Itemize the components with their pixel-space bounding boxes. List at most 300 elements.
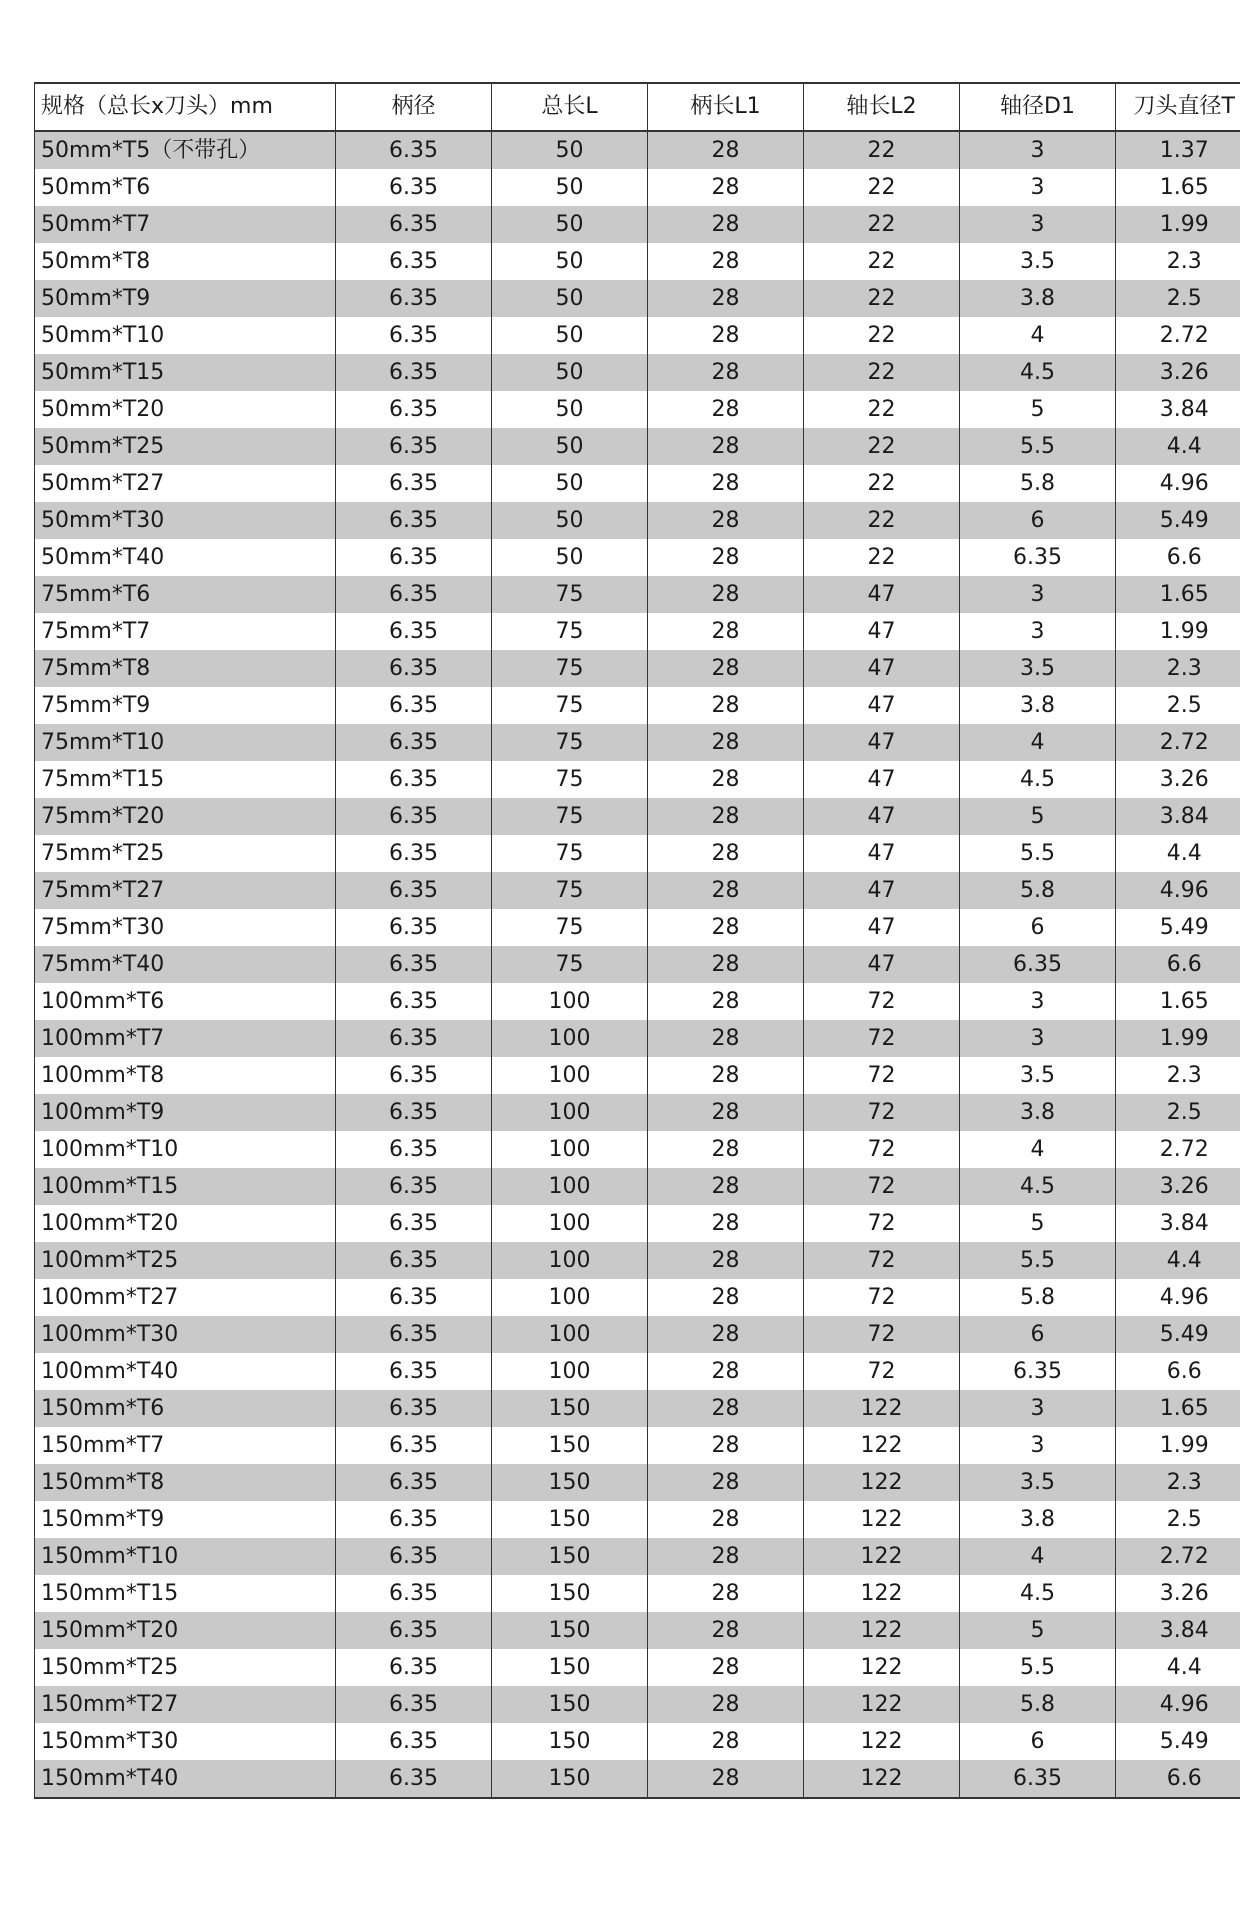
cell-total-length: 50 (492, 428, 648, 465)
cell-shaft-length: 72 (804, 1131, 960, 1168)
cell-shaft-length: 72 (804, 1020, 960, 1057)
cell-spec: 100mm*T7 (35, 1020, 336, 1057)
cell-shank-diameter: 6.35 (336, 1390, 492, 1427)
cell-spec: 75mm*T27 (35, 872, 336, 909)
cell-tip-diameter: 1.65 (1116, 169, 1240, 206)
cell-shaft-diameter: 4 (960, 1538, 1116, 1575)
cell-shank-diameter: 6.35 (336, 613, 492, 650)
cell-shaft-length: 72 (804, 1168, 960, 1205)
cell-shaft-length: 22 (804, 391, 960, 428)
cell-shank-length: 28 (648, 428, 804, 465)
cell-spec: 100mm*T30 (35, 1316, 336, 1353)
cell-shaft-diameter: 3.5 (960, 650, 1116, 687)
cell-tip-diameter: 1.99 (1116, 1020, 1240, 1057)
table-row (35, 1390, 1240, 1427)
cell-spec: 150mm*T30 (35, 1723, 336, 1760)
cell-total-length: 50 (492, 354, 648, 391)
cell-shank-length: 28 (648, 1464, 804, 1501)
cell-shaft-length: 122 (804, 1501, 960, 1538)
cell-tip-diameter: 3.26 (1116, 354, 1240, 391)
cell-shaft-length: 22 (804, 169, 960, 206)
cell-spec: 150mm*T25 (35, 1649, 336, 1686)
cell-shank-length: 28 (648, 1131, 804, 1168)
cell-shaft-diameter: 6.35 (960, 1760, 1116, 1798)
cell-tip-diameter: 3.26 (1116, 1575, 1240, 1612)
cell-shank-diameter: 6.35 (336, 1131, 492, 1168)
table-row (35, 1131, 1240, 1168)
table-row (35, 206, 1240, 243)
cell-shaft-diameter: 3 (960, 1020, 1116, 1057)
cell-spec: 50mm*T20 (35, 391, 336, 428)
cell-total-length: 150 (492, 1575, 648, 1612)
cell-spec: 75mm*T40 (35, 946, 336, 983)
table-row (35, 539, 1240, 576)
cell-total-length: 100 (492, 1316, 648, 1353)
spec-table-container (34, 82, 1240, 1799)
cell-spec: 100mm*T6 (35, 983, 336, 1020)
cell-tip-diameter: 2.3 (1116, 1464, 1240, 1501)
cell-total-length: 75 (492, 576, 648, 613)
cell-spec: 100mm*T8 (35, 1057, 336, 1094)
cell-shank-length: 28 (648, 539, 804, 576)
cell-shank-diameter: 6.35 (336, 354, 492, 391)
cell-spec: 150mm*T6 (35, 1390, 336, 1427)
cell-shaft-diameter: 3 (960, 983, 1116, 1020)
cell-shaft-diameter: 4.5 (960, 1168, 1116, 1205)
cell-shank-diameter: 6.35 (336, 243, 492, 280)
table-row (35, 317, 1240, 354)
cell-tip-diameter: 2.3 (1116, 650, 1240, 687)
cell-spec: 150mm*T8 (35, 1464, 336, 1501)
cell-spec: 50mm*T10 (35, 317, 336, 354)
cell-spec: 50mm*T8 (35, 243, 336, 280)
table-row (35, 391, 1240, 428)
cell-shank-diameter: 6.35 (336, 1760, 492, 1798)
cell-shaft-diameter: 4 (960, 317, 1116, 354)
cell-total-length: 50 (492, 391, 648, 428)
cell-shaft-length: 122 (804, 1723, 960, 1760)
cell-shaft-diameter: 5.8 (960, 1279, 1116, 1316)
cell-shank-diameter: 6.35 (336, 391, 492, 428)
table-row (35, 1649, 1240, 1686)
cell-total-length: 50 (492, 317, 648, 354)
cell-shaft-length: 47 (804, 946, 960, 983)
cell-spec: 100mm*T15 (35, 1168, 336, 1205)
table-row (35, 465, 1240, 502)
table-row (35, 946, 1240, 983)
cell-total-length: 50 (492, 465, 648, 502)
cell-total-length: 100 (492, 1205, 648, 1242)
cell-tip-diameter: 2.72 (1116, 1131, 1240, 1168)
cell-total-length: 150 (492, 1427, 648, 1464)
table-row (35, 1686, 1240, 1723)
cell-spec: 50mm*T7 (35, 206, 336, 243)
cell-shank-diameter: 6.35 (336, 835, 492, 872)
table-row (35, 1427, 1240, 1464)
cell-total-length: 100 (492, 1020, 648, 1057)
cell-total-length: 150 (492, 1612, 648, 1649)
cell-shaft-length: 47 (804, 798, 960, 835)
cell-shank-diameter: 6.35 (336, 1353, 492, 1390)
table-row (35, 909, 1240, 946)
cell-shaft-diameter: 3.8 (960, 1501, 1116, 1538)
cell-shaft-length: 22 (804, 354, 960, 391)
cell-shaft-length: 72 (804, 983, 960, 1020)
cell-spec: 75mm*T30 (35, 909, 336, 946)
cell-tip-diameter: 4.4 (1116, 1242, 1240, 1279)
cell-shank-diameter: 6.35 (336, 1168, 492, 1205)
cell-shaft-length: 22 (804, 465, 960, 502)
cell-shank-length: 28 (648, 317, 804, 354)
cell-spec: 150mm*T15 (35, 1575, 336, 1612)
cell-shank-diameter: 6.35 (336, 798, 492, 835)
cell-spec: 50mm*T40 (35, 539, 336, 576)
cell-spec: 50mm*T30 (35, 502, 336, 539)
cell-shaft-length: 122 (804, 1538, 960, 1575)
cell-shaft-diameter: 3.8 (960, 1094, 1116, 1131)
cell-tip-diameter: 6.6 (1116, 946, 1240, 983)
table-row (35, 798, 1240, 835)
cell-shank-length: 28 (648, 687, 804, 724)
cell-total-length: 100 (492, 1131, 648, 1168)
cell-shaft-length: 72 (804, 1057, 960, 1094)
table-row (35, 131, 1240, 169)
cell-shaft-diameter: 3.5 (960, 1057, 1116, 1094)
cell-shaft-diameter: 3 (960, 613, 1116, 650)
cell-shank-diameter: 6.35 (336, 465, 492, 502)
header-cell-spec: 规格（总长x刀头）mm (35, 83, 336, 131)
table-row (35, 983, 1240, 1020)
cell-shank-length: 28 (648, 650, 804, 687)
cell-tip-diameter: 2.72 (1116, 317, 1240, 354)
cell-total-length: 75 (492, 946, 648, 983)
cell-spec: 75mm*T8 (35, 650, 336, 687)
cell-shank-diameter: 6.35 (336, 1649, 492, 1686)
cell-shaft-diameter: 3 (960, 206, 1116, 243)
cell-shaft-diameter: 3 (960, 1390, 1116, 1427)
cell-total-length: 75 (492, 613, 648, 650)
cell-spec: 100mm*T40 (35, 1353, 336, 1390)
cell-spec: 150mm*T20 (35, 1612, 336, 1649)
cell-tip-diameter: 4.4 (1116, 428, 1240, 465)
table-row (35, 428, 1240, 465)
cell-tip-diameter: 1.37 (1116, 131, 1240, 169)
table-row (35, 1353, 1240, 1390)
cell-tip-diameter: 1.99 (1116, 613, 1240, 650)
cell-shank-diameter: 6.35 (336, 1427, 492, 1464)
cell-shaft-length: 122 (804, 1427, 960, 1464)
cell-shank-length: 28 (648, 1168, 804, 1205)
table-row (35, 576, 1240, 613)
cell-spec: 75mm*T20 (35, 798, 336, 835)
cell-spec: 50mm*T15 (35, 354, 336, 391)
cell-shaft-diameter: 5 (960, 798, 1116, 835)
cell-shaft-length: 122 (804, 1649, 960, 1686)
cell-shank-diameter: 6.35 (336, 428, 492, 465)
cell-spec: 50mm*T27 (35, 465, 336, 502)
cell-tip-diameter: 4.96 (1116, 1279, 1240, 1316)
cell-shaft-diameter: 5 (960, 1205, 1116, 1242)
cell-shank-diameter: 6.35 (336, 687, 492, 724)
cell-tip-diameter: 3.26 (1116, 761, 1240, 798)
cell-shank-diameter: 6.35 (336, 576, 492, 613)
cell-shaft-length: 22 (804, 243, 960, 280)
cell-shank-diameter: 6.35 (336, 1723, 492, 1760)
cell-shank-diameter: 6.35 (336, 539, 492, 576)
cell-total-length: 150 (492, 1390, 648, 1427)
cell-shank-diameter: 6.35 (336, 1501, 492, 1538)
cell-shank-length: 28 (648, 724, 804, 761)
cell-shank-diameter: 6.35 (336, 502, 492, 539)
cell-total-length: 50 (492, 169, 648, 206)
cell-total-length: 50 (492, 539, 648, 576)
cell-shaft-length: 22 (804, 206, 960, 243)
table-row (35, 1242, 1240, 1279)
cell-shank-length: 28 (648, 354, 804, 391)
cell-shaft-diameter: 6 (960, 502, 1116, 539)
cell-tip-diameter: 6.6 (1116, 1353, 1240, 1390)
cell-shaft-length: 72 (804, 1353, 960, 1390)
cell-shaft-length: 122 (804, 1686, 960, 1723)
cell-shaft-diameter: 5.8 (960, 872, 1116, 909)
table-row (35, 354, 1240, 391)
header-row (35, 83, 1240, 131)
cell-shank-length: 28 (648, 835, 804, 872)
cell-spec: 75mm*T6 (35, 576, 336, 613)
cell-shank-diameter: 6.35 (336, 909, 492, 946)
table-row (35, 1464, 1240, 1501)
cell-shaft-diameter: 3 (960, 1427, 1116, 1464)
cell-shank-length: 28 (648, 983, 804, 1020)
cell-total-length: 50 (492, 243, 648, 280)
cell-shank-length: 28 (648, 946, 804, 983)
cell-shank-length: 28 (648, 1427, 804, 1464)
table-row (35, 650, 1240, 687)
cell-total-length: 150 (492, 1686, 648, 1723)
table-row (35, 243, 1240, 280)
cell-shank-length: 28 (648, 1279, 804, 1316)
cell-shaft-length: 47 (804, 872, 960, 909)
cell-tip-diameter: 2.5 (1116, 1501, 1240, 1538)
cell-shaft-length: 22 (804, 539, 960, 576)
cell-spec: 100mm*T20 (35, 1205, 336, 1242)
cell-tip-diameter: 3.84 (1116, 391, 1240, 428)
cell-total-length: 50 (492, 280, 648, 317)
cell-shaft-length: 47 (804, 576, 960, 613)
cell-shaft-length: 47 (804, 724, 960, 761)
cell-spec: 75mm*T10 (35, 724, 336, 761)
cell-shank-length: 28 (648, 1353, 804, 1390)
cell-shaft-length: 72 (804, 1316, 960, 1353)
cell-tip-diameter: 2.72 (1116, 1538, 1240, 1575)
cell-shaft-diameter: 3 (960, 131, 1116, 169)
cell-spec: 150mm*T7 (35, 1427, 336, 1464)
header-cell-tip-diameter: 刀头直径T (1116, 83, 1240, 131)
cell-total-length: 75 (492, 650, 648, 687)
cell-total-length: 150 (492, 1501, 648, 1538)
cell-shank-length: 28 (648, 909, 804, 946)
table-row (35, 1538, 1240, 1575)
cell-shaft-diameter: 3 (960, 169, 1116, 206)
table-row (35, 1501, 1240, 1538)
cell-shaft-diameter: 4.5 (960, 761, 1116, 798)
cell-spec: 150mm*T10 (35, 1538, 336, 1575)
cell-tip-diameter: 2.72 (1116, 724, 1240, 761)
table-row (35, 724, 1240, 761)
cell-shank-diameter: 6.35 (336, 1575, 492, 1612)
table-row (35, 1279, 1240, 1316)
cell-tip-diameter: 1.65 (1116, 576, 1240, 613)
header-cell-shank-length: 柄长L1 (648, 83, 804, 131)
cell-tip-diameter: 3.84 (1116, 798, 1240, 835)
cell-shank-length: 28 (648, 465, 804, 502)
cell-total-length: 50 (492, 502, 648, 539)
cell-tip-diameter: 6.6 (1116, 1760, 1240, 1798)
cell-shaft-length: 122 (804, 1612, 960, 1649)
cell-tip-diameter: 6.6 (1116, 539, 1240, 576)
cell-total-length: 150 (492, 1760, 648, 1798)
cell-shank-length: 28 (648, 761, 804, 798)
cell-shaft-diameter: 5.8 (960, 465, 1116, 502)
cell-shank-length: 28 (648, 391, 804, 428)
cell-shaft-length: 122 (804, 1760, 960, 1798)
cell-shank-length: 28 (648, 1649, 804, 1686)
cell-shank-length: 28 (648, 1057, 804, 1094)
cell-shaft-length: 72 (804, 1094, 960, 1131)
cell-spec: 100mm*T9 (35, 1094, 336, 1131)
cell-shank-diameter: 6.35 (336, 1538, 492, 1575)
table-row (35, 687, 1240, 724)
cell-shank-diameter: 6.35 (336, 1686, 492, 1723)
cell-shaft-diameter: 6 (960, 1316, 1116, 1353)
cell-shank-length: 28 (648, 1390, 804, 1427)
cell-shaft-length: 22 (804, 317, 960, 354)
table-row (35, 1205, 1240, 1242)
cell-shank-length: 28 (648, 1538, 804, 1575)
cell-shaft-diameter: 6 (960, 909, 1116, 946)
cell-shaft-diameter: 4 (960, 724, 1116, 761)
table-row (35, 1168, 1240, 1205)
spec-table-body (35, 131, 1240, 1798)
cell-shaft-diameter: 5 (960, 391, 1116, 428)
spec-table (34, 82, 1240, 1799)
cell-shank-length: 28 (648, 613, 804, 650)
cell-shaft-diameter: 5.8 (960, 1686, 1116, 1723)
cell-shaft-length: 47 (804, 761, 960, 798)
cell-shank-diameter: 6.35 (336, 761, 492, 798)
cell-shaft-length: 47 (804, 613, 960, 650)
cell-shank-length: 28 (648, 1612, 804, 1649)
cell-shaft-diameter: 4.5 (960, 354, 1116, 391)
cell-shaft-diameter: 4 (960, 1131, 1116, 1168)
cell-shaft-length: 22 (804, 428, 960, 465)
cell-shaft-length: 22 (804, 280, 960, 317)
cell-tip-diameter: 2.5 (1116, 1094, 1240, 1131)
cell-shank-length: 28 (648, 1242, 804, 1279)
cell-tip-diameter: 4.96 (1116, 872, 1240, 909)
cell-tip-diameter: 2.3 (1116, 243, 1240, 280)
header-cell-shank-diameter: 柄径 (336, 83, 492, 131)
cell-shank-diameter: 6.35 (336, 1205, 492, 1242)
cell-tip-diameter: 5.49 (1116, 909, 1240, 946)
cell-tip-diameter: 1.99 (1116, 206, 1240, 243)
cell-shank-length: 28 (648, 280, 804, 317)
cell-shank-length: 28 (648, 169, 804, 206)
cell-shank-length: 28 (648, 131, 804, 169)
table-row (35, 761, 1240, 798)
cell-shank-diameter: 6.35 (336, 1464, 492, 1501)
header-cell-shaft-length: 轴长L2 (804, 83, 960, 131)
table-row (35, 169, 1240, 206)
cell-spec: 150mm*T27 (35, 1686, 336, 1723)
cell-shaft-diameter: 3.5 (960, 243, 1116, 280)
cell-tip-diameter: 2.3 (1116, 1057, 1240, 1094)
table-row (35, 1760, 1240, 1798)
cell-shank-diameter: 6.35 (336, 280, 492, 317)
cell-spec: 100mm*T27 (35, 1279, 336, 1316)
cell-shank-length: 28 (648, 1501, 804, 1538)
cell-shank-length: 28 (648, 243, 804, 280)
cell-total-length: 50 (492, 206, 648, 243)
cell-shank-diameter: 6.35 (336, 131, 492, 169)
cell-shaft-diameter: 3.5 (960, 1464, 1116, 1501)
table-row (35, 1575, 1240, 1612)
cell-shank-length: 28 (648, 1094, 804, 1131)
cell-tip-diameter: 5.49 (1116, 502, 1240, 539)
cell-shaft-length: 47 (804, 650, 960, 687)
cell-shaft-diameter: 4.5 (960, 1575, 1116, 1612)
cell-tip-diameter: 1.65 (1116, 983, 1240, 1020)
cell-spec: 50mm*T6 (35, 169, 336, 206)
table-row (35, 502, 1240, 539)
cell-shaft-diameter: 3.8 (960, 687, 1116, 724)
cell-shaft-diameter: 6.35 (960, 946, 1116, 983)
cell-shaft-length: 22 (804, 131, 960, 169)
cell-spec: 75mm*T9 (35, 687, 336, 724)
cell-shaft-diameter: 3 (960, 576, 1116, 613)
cell-total-length: 75 (492, 835, 648, 872)
cell-shaft-length: 47 (804, 687, 960, 724)
cell-shank-diameter: 6.35 (336, 1057, 492, 1094)
cell-shaft-length: 47 (804, 909, 960, 946)
cell-shank-length: 28 (648, 798, 804, 835)
cell-spec: 75mm*T15 (35, 761, 336, 798)
cell-shank-length: 28 (648, 1760, 804, 1798)
cell-total-length: 100 (492, 1057, 648, 1094)
cell-shank-diameter: 6.35 (336, 983, 492, 1020)
cell-shaft-length: 72 (804, 1205, 960, 1242)
cell-total-length: 75 (492, 798, 648, 835)
cell-tip-diameter: 4.4 (1116, 835, 1240, 872)
cell-total-length: 150 (492, 1538, 648, 1575)
cell-tip-diameter: 2.5 (1116, 280, 1240, 317)
cell-total-length: 75 (492, 761, 648, 798)
cell-shank-diameter: 6.35 (336, 1612, 492, 1649)
cell-total-length: 100 (492, 1242, 648, 1279)
table-row (35, 1057, 1240, 1094)
cell-total-length: 150 (492, 1464, 648, 1501)
cell-total-length: 100 (492, 1353, 648, 1390)
cell-shaft-length: 47 (804, 835, 960, 872)
cell-tip-diameter: 3.26 (1116, 1168, 1240, 1205)
cell-total-length: 75 (492, 909, 648, 946)
cell-tip-diameter: 3.84 (1116, 1612, 1240, 1649)
cell-shaft-diameter: 6.35 (960, 539, 1116, 576)
cell-total-length: 50 (492, 131, 648, 169)
cell-tip-diameter: 2.5 (1116, 687, 1240, 724)
cell-shaft-length: 122 (804, 1464, 960, 1501)
cell-spec: 100mm*T10 (35, 1131, 336, 1168)
